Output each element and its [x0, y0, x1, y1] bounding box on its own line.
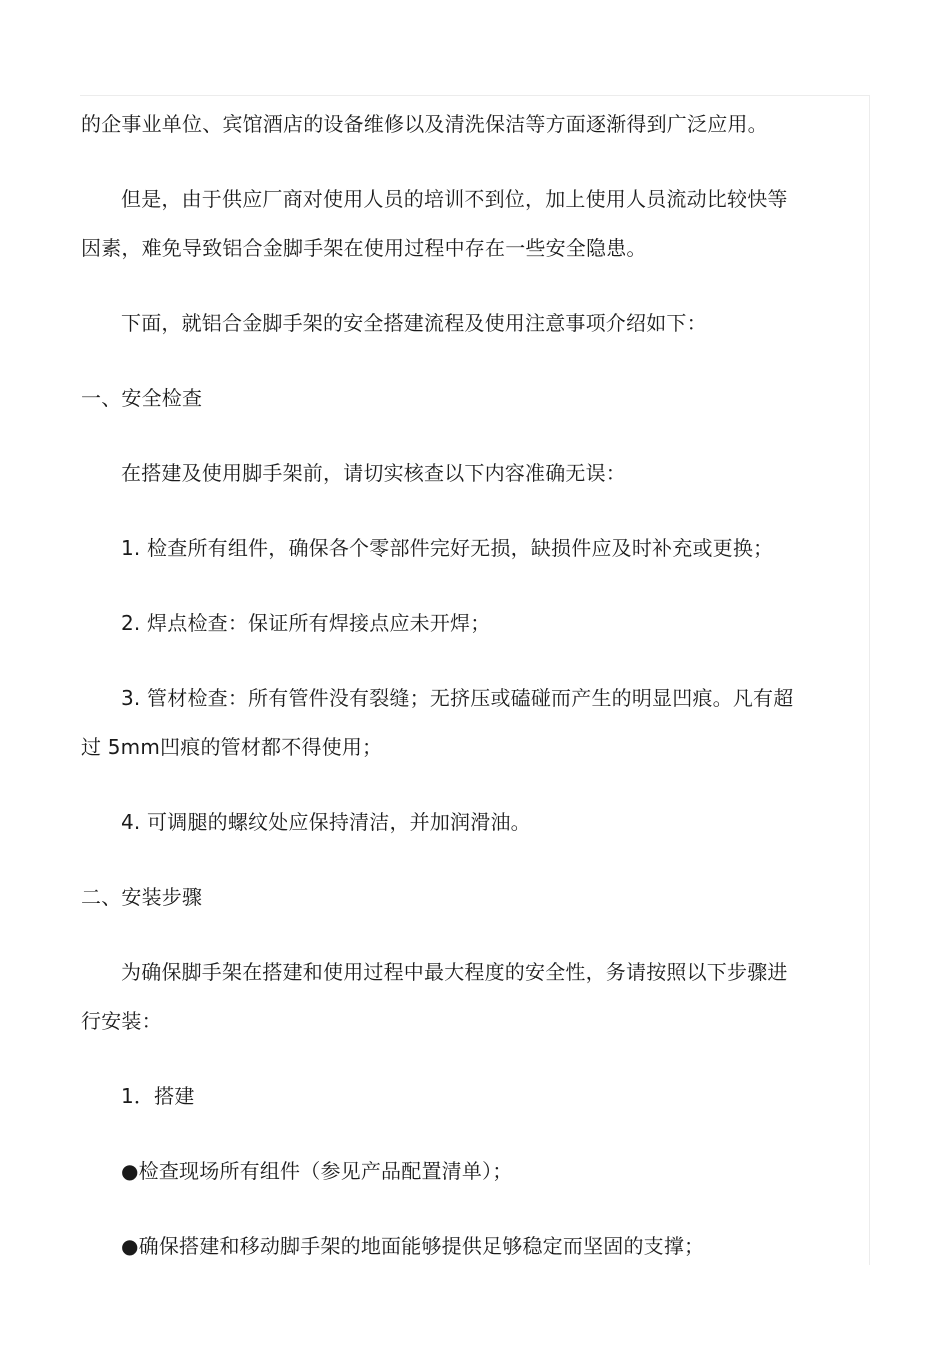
list-item-check-4: [81, 798, 821, 847]
text-line: 过 5mm凹痕的管材都不得使用；: [81, 735, 383, 759]
text-line: 3. 管材检查：所有管件没有裂缝；无挤压或磕碰而产生的明显凹痕。凡有超: [121, 686, 794, 710]
text-line: 4. 可调腿的螺纹处应保持清洁，并加润滑油。: [121, 810, 531, 834]
step-heading-build: [81, 1072, 821, 1121]
paragraph-check-intro: [81, 449, 821, 498]
text-line: 的企事业单位、宾馆酒店的设备维修以及清洗保洁等方面逐渐得到广泛应用。: [81, 112, 768, 136]
text-line: 为确保脚手架在搭建和使用过程中最大程度的安全性，务请按照以下步骤进: [121, 960, 788, 984]
text-line: 1. 检查所有组件，确保各个零部件完好无损，缺损件应及时补充或更换；: [121, 536, 774, 560]
text-line: 1．搭建: [121, 1084, 195, 1108]
list-item-check-3: [81, 674, 821, 772]
text-line: 2. 焊点检查：保证所有焊接点应未开焊；: [121, 611, 491, 635]
section-heading-install-steps: [81, 873, 821, 922]
list-item-check-2: [81, 599, 821, 648]
bullet-item-check-components: [81, 1147, 821, 1196]
text-line: 但是，由于供应厂商对使用人员的培训不到位，加上使用人员流动比较快等: [121, 187, 788, 211]
text-line: 下面，就铝合金脚手架的安全搭建流程及使用注意事项介绍如下：: [121, 311, 707, 335]
text-line: ●检查现场所有组件（参见产品配置清单）；: [121, 1159, 513, 1183]
paragraph-introduction: [81, 299, 821, 348]
paragraph-install-intro: [81, 948, 821, 1046]
section-heading-safety-check: [81, 374, 821, 423]
document-body: [81, 100, 821, 1271]
text-line: 一、安全检查: [81, 386, 203, 410]
bullet-item-ground-support: [81, 1222, 821, 1271]
text-line: 因素，难免导致铝合金脚手架在使用过程中存在一些安全隐患。: [81, 236, 647, 260]
text-line: 在搭建及使用脚手架前，请切实核查以下内容准确无误：: [121, 461, 626, 485]
text-line: 行安装：: [81, 1009, 162, 1033]
list-item-check-1: [81, 524, 821, 573]
paragraph-intro-continuation: [81, 100, 821, 149]
paragraph-however: [81, 175, 821, 273]
text-line: 二、安装步骤: [81, 885, 203, 909]
text-line: ●确保搭建和移动脚手架的地面能够提供足够稳定而坚固的支撑；: [121, 1234, 705, 1258]
